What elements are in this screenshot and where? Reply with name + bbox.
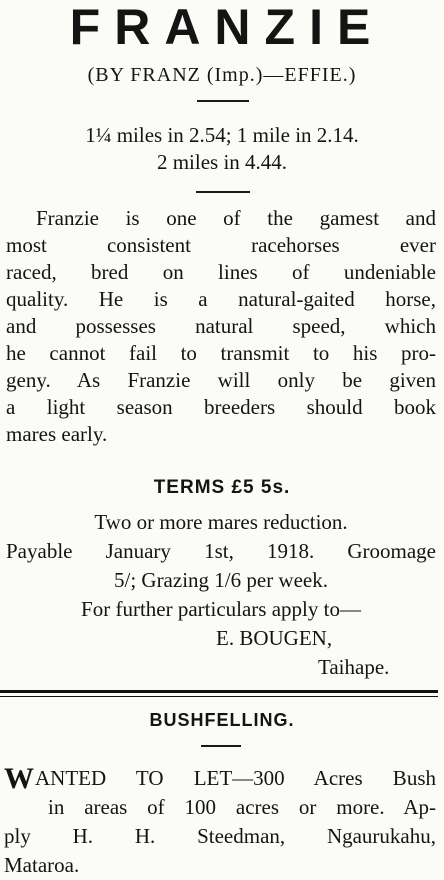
classified-ad [4, 764, 436, 880]
ad-line-text: ANTED TO LET—300 Acres Bush [35, 766, 436, 790]
terms-line: For further particulars apply to— [81, 597, 361, 621]
description-line: Franzie is one of the gamest and [36, 206, 436, 230]
description-line: and possesses natural speed, which [6, 314, 436, 338]
breeding-line: (BY FRANZ (Imp.)—EFFIE.) [87, 64, 357, 86]
divider [201, 745, 241, 747]
ad-line: Mataroa. [4, 853, 80, 877]
divider [196, 191, 250, 193]
contact-name: E. BOUGEN, [216, 626, 333, 650]
section-divider [0, 690, 438, 697]
headline: FRANZIE [69, 0, 385, 55]
terms [6, 508, 436, 682]
description-line: quality. He is a natural-gaited horse, [6, 287, 436, 311]
terms-heading: TERMS £5 5s. [153, 477, 291, 498]
contact-place: Taihape. [318, 655, 390, 679]
race-times [0, 122, 444, 176]
description-line: most consistent racehorses ever [6, 233, 436, 257]
description-line: geny. As Franzie will only be given [6, 368, 436, 392]
description-line: mares early. [6, 422, 108, 446]
terms-line: 5/; Grazing 1/6 per week. [113, 568, 328, 592]
terms-line: Payable January 1st, 1918. Groomage [6, 539, 436, 563]
description-line: he cannot fail to transmit to his pro- [6, 341, 436, 365]
time-line: 1¼ miles in 2.54; 1 mile in 2.14. [85, 123, 359, 147]
description-line: raced, bred on lines of undeniable [6, 260, 436, 284]
time-line: 2 miles in 4.44. [156, 150, 288, 174]
divider [197, 100, 249, 102]
description [6, 205, 436, 448]
ad-line: in areas of 100 acres or more. Ap- [48, 795, 436, 819]
drop-cap: W [4, 762, 34, 795]
ad-line: ply H. H. Steedman, Ngaurukahu, [4, 824, 436, 848]
section-heading: BUSHFELLING. [149, 710, 295, 730]
ad-line [4, 764, 436, 793]
description-line: a light season breeders should book [6, 395, 436, 419]
terms-line: Two or more mares reduction. [94, 510, 348, 534]
